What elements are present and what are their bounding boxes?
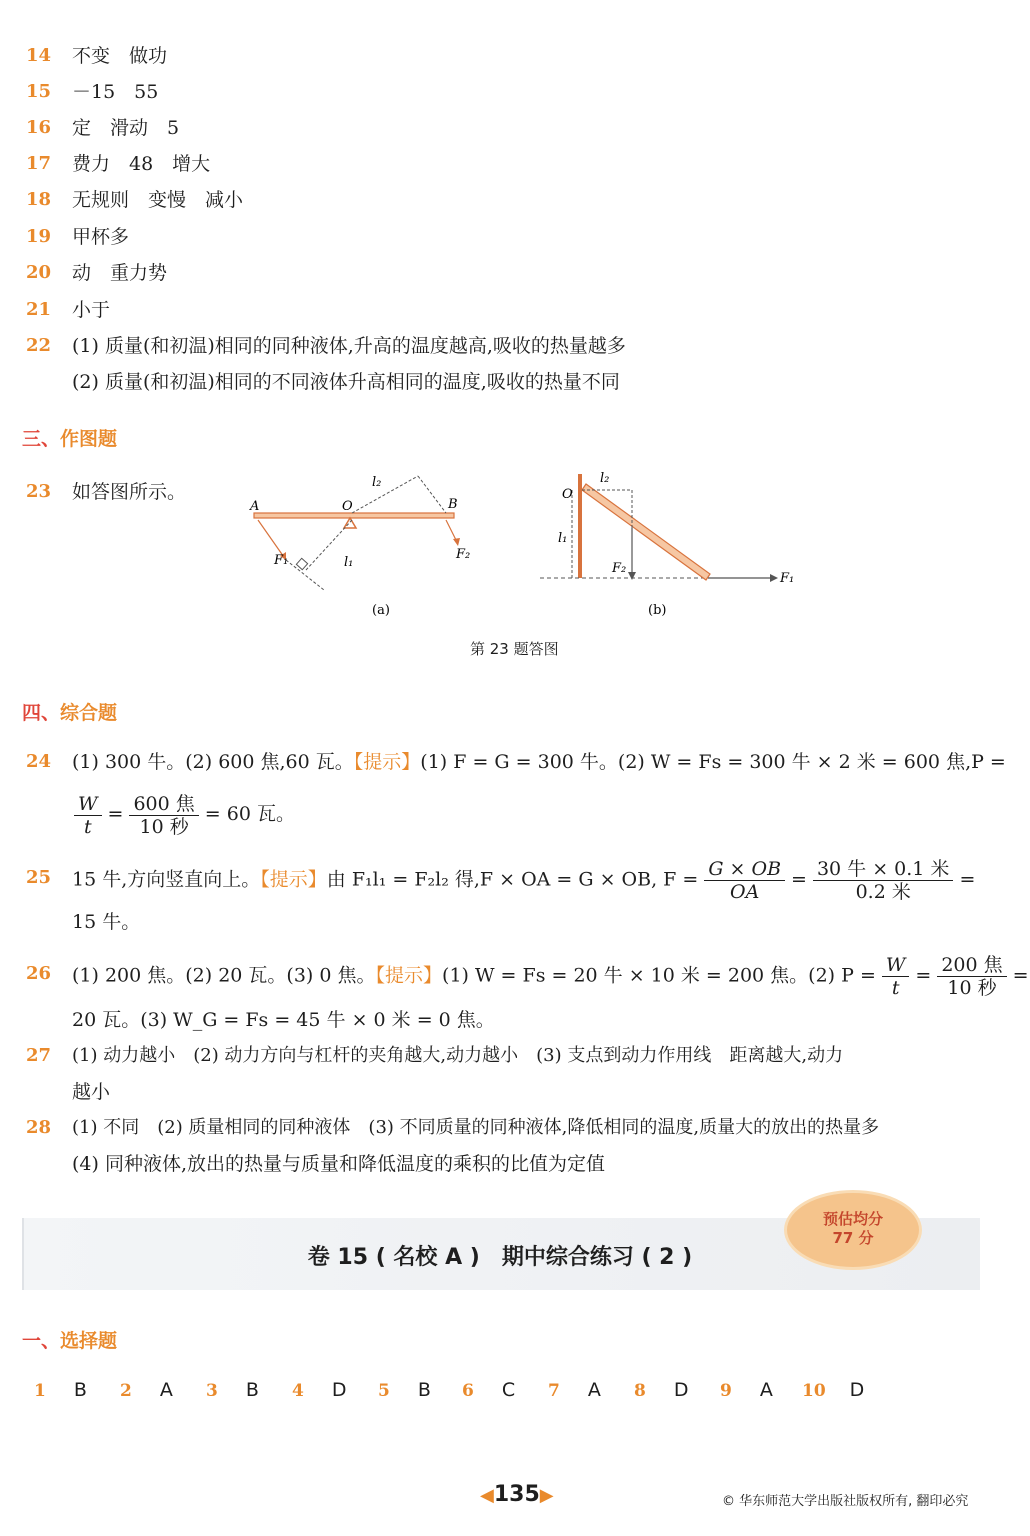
question-number: 10 (802, 1381, 826, 1401)
question-number: 18 (26, 189, 52, 210)
copyright-notice: © 华东师范大学出版社版权所有, 翻印必究 (722, 1494, 969, 1509)
page-number (480, 1482, 554, 1507)
hint-tag: 【提示】 (260, 868, 327, 891)
answer-text: (4) 同种液体,放出的热量与质量和降低温度的乘积的比值为定值 (72, 1153, 605, 1175)
label-l1: l₁ (344, 555, 354, 570)
answer-text: (1) 质量(和初温)相同的同种液体,升高的温度越高,吸收的热量越多 (72, 335, 626, 357)
mc-answer-7 (548, 1376, 601, 1404)
fraction-values (129, 793, 198, 838)
section-title: 作图题 (60, 428, 118, 450)
answer-text: (1) 动力越小 (2) 动力方向与杠杆的夹角越大,动力越小 (3) 支点到动力作用线 距离越大,动力 (72, 1045, 844, 1066)
section-heading-choice (22, 1326, 117, 1353)
mc-answer-6 (462, 1376, 515, 1404)
denominator: 10 秒 (947, 977, 997, 999)
answer-text: 动 重力势 (72, 262, 168, 284)
force-f1-arrow (770, 574, 778, 582)
lever-diagram-b (540, 468, 810, 628)
choice-answer: B (73, 1379, 87, 1401)
equals-sign: = (1012, 964, 1029, 987)
question-number: 28 (26, 1117, 52, 1138)
right-angle-mark (296, 558, 307, 569)
numerator: 200 焦 (937, 954, 1006, 977)
hint-tag: 【提示】 (353, 751, 421, 773)
mc-answer-2 (120, 1376, 173, 1404)
bubble-label: 预估均分 (822, 1210, 883, 1228)
figure-label-b: (b) (648, 603, 667, 618)
question-number: 27 (26, 1045, 52, 1066)
question-number: 9 (720, 1381, 732, 1401)
numerator: 600 焦 (129, 793, 198, 816)
question-number: 19 (26, 226, 52, 247)
section-heading-drawing (22, 424, 117, 451)
answer-text: (1) W = Fs = 20 牛 × 10 米 = 200 焦。(2) P = (442, 964, 876, 987)
mc-answer-5 (378, 1376, 431, 1404)
answer-text: 20 瓦。(3) W_G = Fs = 45 牛 × 0 米 = 0 焦。 (72, 1009, 495, 1031)
question-number: 16 (26, 117, 52, 138)
hint-tag: 【提示】 (375, 964, 443, 987)
answer-text: (1) 300 牛。(2) 600 焦,60 瓦。 (72, 751, 354, 773)
equals-sign: = (107, 803, 124, 825)
mc-answer-1 (34, 1376, 87, 1404)
denominator: t (83, 815, 92, 838)
numerator: W (74, 793, 102, 816)
section-number: 三、 (22, 428, 61, 450)
rod (582, 484, 710, 580)
question-number: 1 (34, 1381, 46, 1401)
question-number: 7 (548, 1381, 560, 1401)
question-number: 6 (462, 1381, 474, 1401)
answer-text: 定 滑动 5 (72, 117, 180, 139)
denominator: 10 秒 (139, 815, 189, 838)
answer-line (72, 858, 975, 903)
right-triangle-icon: ▶ (539, 1485, 554, 1506)
mc-answer-9 (720, 1376, 773, 1404)
answer-text: 15 牛。 (72, 911, 141, 933)
answer-text: (2) 质量(和初温)相同的不同液体升高相同的温度,吸收的热量不同 (72, 371, 620, 393)
question-number: 4 (292, 1381, 304, 1401)
arm-l2-line (352, 476, 418, 513)
question-number: 3 (206, 1381, 218, 1401)
exam-title: 卷 15 ( 名校 A ) 期中综合练习 ( 2 ) (307, 1245, 693, 1270)
choice-answer: D (849, 1379, 865, 1401)
arm-l2-ext (418, 476, 446, 513)
question-number: 24 (26, 751, 52, 772)
numerator: W (882, 954, 910, 977)
label-A: A (250, 499, 260, 514)
fraction-values (937, 954, 1006, 999)
question-number: 25 (26, 867, 52, 888)
mc-answer-10 (802, 1376, 864, 1404)
figure-caption: 第 23 题答图 (470, 640, 559, 658)
answer-text: 15 牛,方向竖直向上。 (72, 868, 261, 891)
equals-sign: = (959, 868, 976, 891)
question-number: 2 (120, 1381, 132, 1401)
denominator: OA (730, 881, 760, 903)
choice-answer: A (759, 1379, 773, 1401)
lever-diagram-a (240, 468, 480, 628)
denominator: 0.2 米 (855, 881, 911, 903)
numerator: G × OB (704, 858, 785, 881)
label-F1: F₁ (780, 571, 795, 586)
label-l2: l₂ (600, 471, 610, 486)
choice-answer: D (331, 1379, 347, 1401)
force-f2-arrow (628, 572, 636, 580)
numerator: 30 牛 × 0.1 米 (813, 858, 953, 881)
label-l2: l₂ (372, 475, 382, 490)
fulcrum-triangle (344, 518, 356, 528)
left-triangle-icon: ◀ (480, 1485, 494, 1506)
figure-label-a: (a) (372, 603, 390, 618)
choice-answer: A (159, 1379, 173, 1401)
question-number: 21 (26, 299, 52, 320)
label-B: B (448, 497, 458, 512)
average-score-bubble (784, 1190, 922, 1270)
label-F2: F₂ (612, 561, 627, 576)
denominator: t (891, 977, 900, 999)
force-f2-arrow (453, 538, 460, 546)
result-text: = 60 瓦。 (204, 803, 295, 825)
answer-text: 由 F₁l₁ = F₂l₂ 得,F × OA = G × OB, F = (326, 868, 699, 891)
mc-answer-3 (206, 1376, 259, 1404)
section-heading-comprehensive (22, 698, 117, 725)
answer-text: (1) 不同 (2) 质量相同的同种液体 (3) 不同质量的同种液体,降低相同的温度,质量大的放出的热量多 (72, 1117, 880, 1138)
answer-text: (1) F = G = 300 牛。(2) W = Fs = 300 牛 × 2 米 = 600 焦,P = (420, 751, 1006, 773)
answer-text: －15 55 (72, 81, 159, 103)
answer-text: 甲杯多 (72, 226, 130, 248)
lever-bar (254, 513, 454, 518)
question-number: 22 (26, 335, 52, 356)
fraction-w-over-t (882, 954, 910, 999)
page-number-text: 135 (493, 1482, 540, 1507)
section-number: 四、 (22, 702, 61, 724)
fraction-w-over-t (74, 793, 102, 838)
question-number: 5 (378, 1381, 390, 1401)
question-number: 8 (634, 1381, 646, 1401)
answer-line (72, 954, 1029, 999)
answer-text: 无规则 变慢 减小 (72, 189, 244, 211)
equals-sign: = (915, 964, 932, 987)
question-number: 26 (26, 963, 52, 984)
section-title: 综合题 (60, 702, 118, 724)
choice-answer: A (587, 1379, 601, 1401)
wall (578, 474, 582, 578)
label-O: O (342, 499, 353, 514)
mc-answer-8 (634, 1376, 688, 1404)
question-number: 15 (26, 81, 52, 102)
choice-answer: D (673, 1379, 689, 1401)
label-F2: F₂ (456, 547, 471, 562)
formula-line (68, 790, 295, 838)
answer-text: 费力 48 增大 (72, 153, 211, 175)
arm-l1-ext (286, 560, 324, 590)
answer-line (72, 748, 1006, 776)
choice-answer: B (245, 1379, 259, 1401)
choice-answer: B (417, 1379, 431, 1401)
answer-text: 小于 (72, 299, 111, 321)
equals-sign: = (791, 868, 807, 891)
answer-text: 不变 做功 (72, 45, 168, 67)
question-number: 17 (26, 153, 52, 174)
question-number: 20 (26, 262, 52, 283)
label-F1: F₁ (274, 553, 289, 568)
bubble-content (787, 1193, 919, 1248)
section-title: 选择题 (60, 1330, 118, 1352)
answer-text: 越小 (72, 1081, 111, 1103)
answer-text: (1) 200 焦。(2) 20 瓦。(3) 0 焦。 (72, 964, 376, 987)
answer-text: 如答图所示。 (72, 481, 187, 503)
label-l1: l₁ (558, 531, 568, 546)
fraction-values (813, 858, 953, 903)
label-O: O (562, 487, 573, 502)
section-number: 一、 (22, 1330, 61, 1352)
question-number: 14 (26, 45, 52, 66)
bubble-score: 77 分 (832, 1229, 874, 1247)
question-number: 23 (26, 481, 52, 502)
choice-answer: C (501, 1379, 516, 1401)
fraction-formula (704, 858, 785, 903)
mc-answer-4 (292, 1376, 346, 1404)
